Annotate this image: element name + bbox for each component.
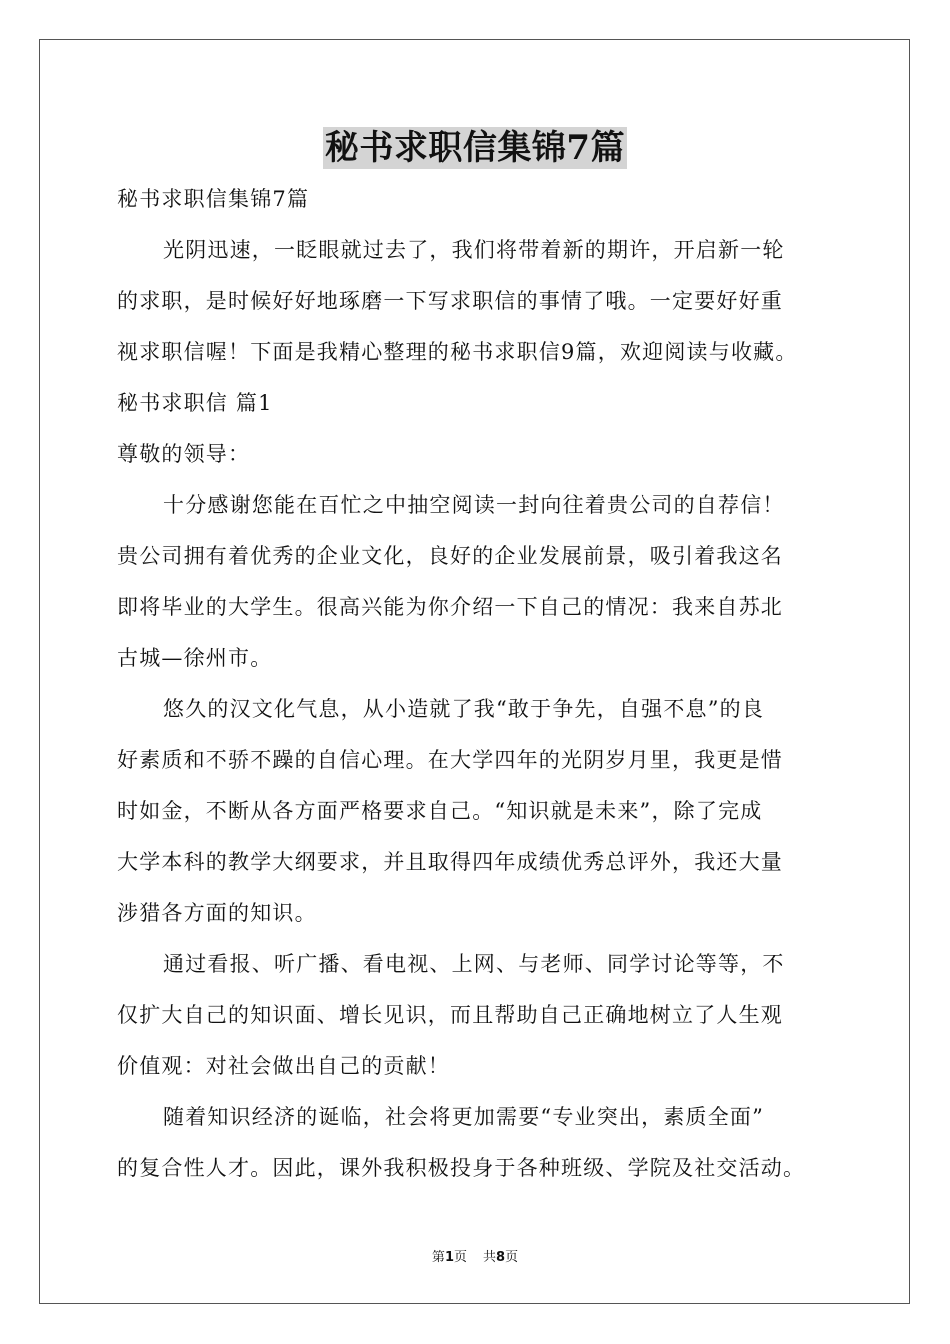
salutation: 尊敬的领导： <box>117 442 251 466</box>
paragraph-line: 涉猎各方面的知识。 <box>117 901 317 925</box>
title-container <box>0 127 950 169</box>
paragraph-line: 随着知识经济的诞临，社会将更加需要“专业突出，素质全面” <box>163 1105 765 1129</box>
document-body <box>117 180 847 1200</box>
paragraph-line: 好素质和不骄不躁的自信心理。在大学四年的光阴岁月里，我更是惜 <box>117 748 783 772</box>
paragraph-line: 通过看报、听广播、看电视、上网、与老师、同学讨论等等，不 <box>163 952 785 976</box>
total-prefix: 共 <box>483 1250 497 1265</box>
paragraph-line: 时如金，不断从各方面严格要求自己。“知识就是未来”，除了完成 <box>117 799 763 823</box>
paragraph-line: 视求职信喔！下面是我精心整理的秘书求职信9篇，欢迎阅读与收藏。 <box>117 340 798 364</box>
paragraph-line: 的复合性人才。因此，课外我积极投身于各种班级、学院及社交活动。 <box>117 1156 806 1180</box>
paragraph-line: 光阴迅速，一眨眼就过去了，我们将带着新的期许，开启新一轮 <box>163 238 785 262</box>
paragraph-line: 即将毕业的大学生。很高兴能为你介绍一下自己的情况：我来自苏北 <box>117 595 783 619</box>
paragraph-line: 秘书求职信集锦7篇 <box>117 187 310 211</box>
page-footer <box>0 1246 950 1265</box>
paragraph-line: 价值观：对社会做出自己的贡献！ <box>117 1054 450 1078</box>
page-suffix: 页 <box>453 1250 467 1265</box>
paragraph-line: 贵公司拥有着优秀的企业文化，良好的企业发展前景，吸引着我这名 <box>117 544 783 568</box>
page-prefix: 第 <box>431 1250 445 1265</box>
section-heading: 秘书求职信 篇1 <box>117 391 273 415</box>
paragraph-line: 悠久的汉文化气息，从小造就了我“敢于争先，自强不息”的良 <box>163 697 765 721</box>
paragraph-line: 十分感谢您能在百忙之中抽空阅读一封向往着贵公司的自荐信！ <box>163 493 785 517</box>
paragraph-line: 古城—徐州市。 <box>117 646 273 670</box>
page-number: 1 <box>444 1250 454 1265</box>
total-suffix: 页 <box>505 1250 519 1265</box>
paragraph-line: 仅扩大自己的知识面、增长见识，而且帮助自己正确地树立了人生观 <box>117 1003 783 1027</box>
paragraph-line: 的求职，是时候好好地琢磨一下写求职信的事情了哦。一定要好好重 <box>117 289 783 313</box>
total-pages: 8 <box>496 1250 506 1265</box>
document-title: 秘书求职信集锦7篇 <box>324 128 626 168</box>
paragraph-line: 大学本科的教学大纲要求，并且取得四年成绩优秀总评外，我还大量 <box>117 850 783 874</box>
